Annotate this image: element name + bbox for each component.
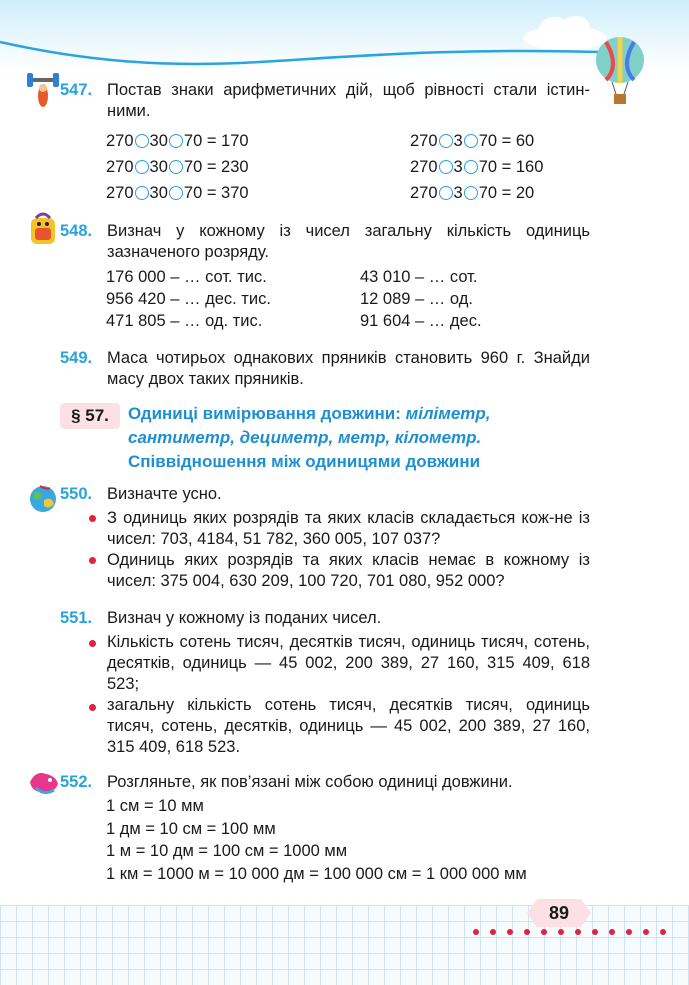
decor-dot bbox=[626, 929, 632, 935]
digit-row: 956 420 – … дес. тис. bbox=[106, 290, 271, 308]
page-number: 89 bbox=[548, 903, 570, 923]
bullet-dot bbox=[89, 704, 96, 711]
page-number-badge bbox=[527, 899, 591, 927]
equation-row: 270 3 70 = 60 bbox=[410, 132, 535, 150]
decor-dot bbox=[575, 929, 581, 935]
backpack-icon bbox=[26, 212, 60, 248]
task-552-number: 552. bbox=[60, 773, 93, 791]
hand-icon bbox=[26, 768, 62, 798]
operator-circle[interactable] bbox=[439, 134, 453, 148]
task-547-number: 547. bbox=[60, 81, 93, 99]
digit-row: 91 604 – … дес. bbox=[360, 312, 482, 330]
digit-row: 43 010 – … сот. bbox=[360, 268, 478, 286]
digit-row: 471 805 – … од. тис. bbox=[106, 312, 263, 330]
task-547-text: Постав знаки арифметичних дій, щоб рівності стали істин-ними. bbox=[107, 81, 590, 120]
unit-line: 1 м = 10 дм = 100 см = 1000 мм bbox=[106, 842, 348, 860]
decor-dot bbox=[507, 929, 513, 935]
unit-line: 1 см = 10 мм bbox=[106, 797, 204, 815]
operator-circle[interactable] bbox=[464, 160, 478, 174]
task-549-text: Маса чотирьох однакових пряників становить 960 г. Знайди масу двох таких пряників. bbox=[107, 349, 590, 388]
decor-dot bbox=[490, 929, 496, 935]
unit-line: 1 дм = 10 см = 100 мм bbox=[106, 820, 276, 838]
equation-row: 270 3 70 = 160 bbox=[410, 158, 544, 176]
decor-dot bbox=[609, 929, 615, 935]
bullet-dot bbox=[89, 515, 96, 522]
decor-dot bbox=[592, 929, 598, 935]
globe-icon bbox=[26, 484, 60, 514]
digit-row: 176 000 – … сот. тис. bbox=[106, 268, 267, 286]
equation-row: 270 30 70 = 230 bbox=[106, 158, 249, 176]
operator-circle[interactable] bbox=[135, 160, 149, 174]
decor-dot bbox=[541, 929, 547, 935]
task-548-number: 548. bbox=[60, 222, 93, 240]
task-551-number: 551. bbox=[60, 609, 93, 627]
task-549-number: 549. bbox=[60, 349, 93, 367]
task-551-bullet-2: загальну кількість сотень тисяч, десятків тисяч, одиниць тисяч, сотень, десятків, одиниць — 45 002, 200 389, 27 160, 315 409, 618 523. bbox=[107, 696, 590, 756]
decor-dot bbox=[558, 929, 564, 935]
unit-line: 1 км = 1000 м = 10 000 дм = 100 000 см = 1 000 000 мм bbox=[106, 865, 527, 883]
dumbbell-icon bbox=[26, 70, 60, 110]
wave-line bbox=[0, 30, 689, 70]
task-552-text: Розгляньте, як пов’язані між собою одиниці довжини. bbox=[107, 773, 513, 791]
operator-circle[interactable] bbox=[464, 186, 478, 200]
operator-circle[interactable] bbox=[169, 160, 183, 174]
digit-row: 12 089 – … од. bbox=[360, 290, 473, 308]
operator-circle[interactable] bbox=[135, 186, 149, 200]
section-badge: § 57. bbox=[60, 403, 120, 429]
equation-row: 270 3 70 = 20 bbox=[410, 184, 535, 202]
decor-dot bbox=[643, 929, 649, 935]
task-548-text: Визнач у кожному із чисел загальну кількість одиниць зазначеного розряду. bbox=[107, 222, 590, 261]
task-551-bullet-1: Кількість сотень тисяч, десятків тисяч, одиниць тисяч, сотень, десятків, одиниць — 45 002, 200 389, 27 160, 315 409, 618 523; bbox=[107, 633, 590, 693]
task-551-text: Визнач у кожному із поданих чисел. bbox=[107, 609, 382, 627]
operator-circle[interactable] bbox=[439, 160, 453, 174]
bullet-dot bbox=[89, 557, 96, 564]
decor-dot bbox=[473, 929, 479, 935]
equation-row: 270 30 70 = 170 bbox=[106, 132, 249, 150]
operator-circle[interactable] bbox=[464, 134, 478, 148]
task-550-bullet-1: З одиниць яких розрядів та яких класів складається кож-не із чисел: 703, 4184, 51 782, 360 005, 107 037? bbox=[107, 509, 590, 548]
operator-circle[interactable] bbox=[439, 186, 453, 200]
equation-row: 270 30 70 = 370 bbox=[106, 184, 249, 202]
decor-dot bbox=[660, 929, 666, 935]
task-550-text: Визначте усно. bbox=[107, 485, 222, 503]
bullet-dot bbox=[89, 640, 96, 647]
operator-circle[interactable] bbox=[169, 134, 183, 148]
operator-circle[interactable] bbox=[169, 186, 183, 200]
section-title: Одиниці вимірювання довжини: міліметр, сантиметр, дециметр, метр, кілометр. Співвідношення між одиницями довжини bbox=[128, 404, 491, 471]
decor-dot bbox=[524, 929, 530, 935]
operator-circle[interactable] bbox=[135, 134, 149, 148]
task-550-number: 550. bbox=[60, 485, 93, 503]
balloon-icon bbox=[592, 36, 648, 108]
task-550-bullet-2: Одиниць яких розрядів та яких класів немає в кожному із чисел: 375 004, 630 209, 100 720, 701 080, 952 000? bbox=[107, 551, 590, 590]
